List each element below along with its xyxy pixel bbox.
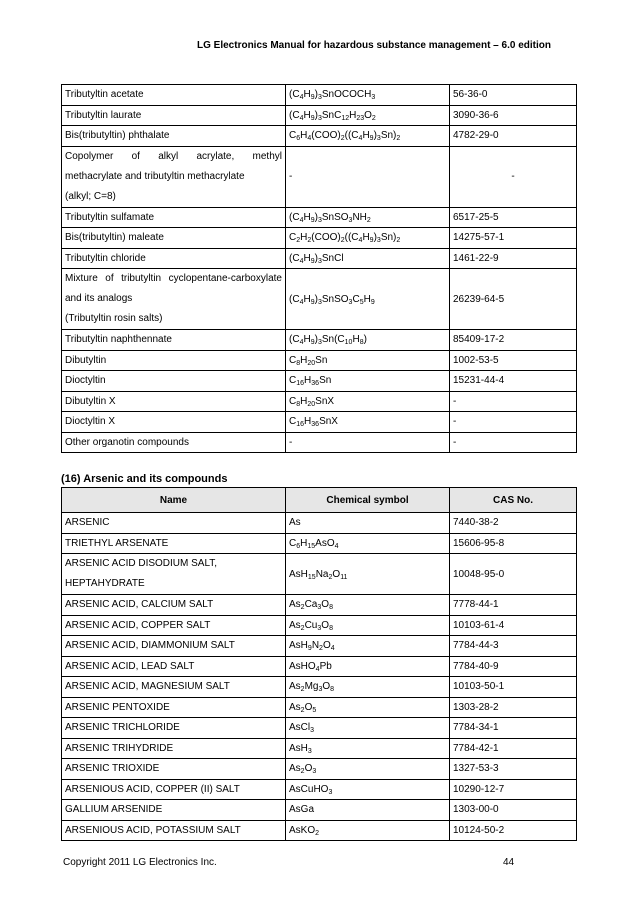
formula-subscript: 2 <box>396 237 401 245</box>
cell-formula <box>286 85 450 106</box>
cell-name: Dioctyltin X <box>62 412 286 433</box>
name-line: (Tributyltin rosin salts) <box>65 313 163 324</box>
formula-part: Sn) <box>380 232 397 244</box>
cell-name: ARSENIC ACID, COPPER SALT <box>62 615 286 636</box>
formula-subscript: 36 <box>311 380 320 388</box>
cell-formula <box>286 677 450 698</box>
formula-part: O <box>321 599 330 611</box>
cell-formula <box>286 207 450 228</box>
formula-part: As <box>289 763 301 775</box>
formula-subscript: 3 <box>376 237 381 245</box>
formula-subscript: 4 <box>307 135 312 143</box>
table-row <box>62 330 577 351</box>
formula-subscript: 4 <box>358 237 363 245</box>
cell-formula <box>286 615 450 636</box>
formula-subscript: 3 <box>317 114 322 122</box>
formula-subscript: 6 <box>296 542 301 550</box>
formula-part: (C <box>289 252 300 264</box>
table-row <box>62 207 577 228</box>
formula-subscript: 9 <box>310 94 315 102</box>
cell-cas: 10048-95-0 <box>450 554 577 595</box>
cell-formula <box>286 228 450 249</box>
cell-formula <box>286 636 450 657</box>
formula-part: As <box>289 599 301 611</box>
formula-part: O <box>321 619 330 631</box>
table-header-row <box>62 488 577 513</box>
formula-part: H <box>300 395 308 407</box>
formula-part: O <box>332 568 341 580</box>
formula-part: H <box>352 334 360 346</box>
name-line: HEPTAHYDRATE <box>65 578 145 589</box>
table-row <box>62 636 577 657</box>
formula-part: O <box>304 701 313 713</box>
cell-name <box>62 269 286 330</box>
cell-name: Dibutyltin <box>62 350 286 371</box>
formula-part: AsH <box>289 640 308 652</box>
formula-subscript: 8 <box>330 686 335 694</box>
name-line: ARSENIC ACID DISODIUM SALT, <box>65 558 218 569</box>
cell-name: Dioctyltin <box>62 371 286 392</box>
cell-name: GALLIUM ARSENIDE <box>62 800 286 821</box>
cell-name: ARSENIOUS ACID, POTASSIUM SALT <box>62 820 286 841</box>
cell-name: Dibutyltin X <box>62 391 286 412</box>
formula-subscript: 2 <box>328 573 333 581</box>
table-row <box>62 248 577 269</box>
formula-subscript: 3 <box>317 298 322 306</box>
formula-part: SnC <box>321 109 342 121</box>
formula-subscript: 9 <box>369 135 374 143</box>
formula-part: O <box>304 763 313 775</box>
formula-subscript: 2 <box>315 829 320 837</box>
formula-subscript: 2 <box>300 624 305 632</box>
cell-formula <box>286 718 450 739</box>
table-row <box>62 126 577 147</box>
formula-part: H <box>303 334 311 346</box>
formula-part: H <box>303 293 311 305</box>
cell-name: Bis(tributyltin) phthalate <box>62 126 286 147</box>
cell-cas: 1327-53-3 <box>450 759 577 780</box>
formula-part: Sn) <box>380 130 397 142</box>
formula-part: C <box>289 130 297 142</box>
cell-cas: 15606-95-8 <box>450 533 577 554</box>
cell-cas: 1303-00-0 <box>450 800 577 821</box>
formula-part: ) <box>314 211 318 223</box>
formula-subscript: 9 <box>307 645 312 653</box>
formula-part: (COO) <box>311 232 341 244</box>
formula-part: Sn <box>319 375 332 387</box>
cell-formula: - <box>286 432 450 453</box>
formula-part: H <box>362 232 370 244</box>
formula-subscript: 3 <box>317 339 322 347</box>
cell-name: ARSENIC TRIHYDRIDE <box>62 738 286 759</box>
formula-subscript: 16 <box>296 421 305 429</box>
formula-subscript: 4 <box>358 135 363 143</box>
formula-part: ) <box>363 334 367 346</box>
formula-part: C <box>352 293 360 305</box>
formula-part: H <box>362 130 370 142</box>
cell-formula <box>286 738 450 759</box>
cell-formula <box>286 105 450 126</box>
formula-subscript: 3 <box>371 94 376 102</box>
cell-name <box>62 146 286 207</box>
formula-subscript: 9 <box>310 257 315 265</box>
formula-subscript: 4 <box>315 665 320 673</box>
name-line: methacrylate and tributyltin methacrylate <box>65 170 245 182</box>
cell-cas: 10290-12-7 <box>450 779 577 800</box>
cell-cas: 7784-42-1 <box>450 738 577 759</box>
formula-part: ) <box>314 293 318 305</box>
arsenic-table <box>61 487 577 841</box>
formula-part: NH <box>352 211 367 223</box>
formula-subscript: 9 <box>310 298 315 306</box>
formula-subscript: 5 <box>359 298 364 306</box>
formula-part: Sn <box>315 354 328 366</box>
cell-formula <box>286 595 450 616</box>
cell-cas: 4782-29-0 <box>450 126 577 147</box>
cell-name: Tributyltin laurate <box>62 105 286 126</box>
cell-name: Tributyltin chloride <box>62 248 286 269</box>
formula-subscript: 3 <box>318 686 323 694</box>
table-row <box>62 432 577 453</box>
formula-subscript: 8 <box>329 604 333 612</box>
formula-subscript: 15 <box>307 542 316 550</box>
table-row <box>62 779 577 800</box>
cell-name: ARSENIC <box>62 513 286 534</box>
formula-subscript: 4 <box>299 114 304 122</box>
formula-part: H <box>303 252 311 264</box>
cell-name: ARSENIC PENTOXIDE <box>62 697 286 718</box>
cell-cas: 1303-28-2 <box>450 697 577 718</box>
cell-cas: 3090-36-6 <box>450 105 577 126</box>
cell-formula <box>286 248 450 269</box>
formula-part: AsH <box>289 568 308 580</box>
formula-subscript: 3 <box>348 298 353 306</box>
formula-part: As <box>289 619 301 631</box>
cell-cas: 14275-57-1 <box>450 228 577 249</box>
formula-part: C <box>289 375 297 387</box>
table-row <box>62 718 577 739</box>
formula-part: H <box>304 416 312 428</box>
cell-name: ARSENIC ACID, MAGNESIUM SALT <box>62 677 286 698</box>
table-row <box>62 228 577 249</box>
formula-subscript: 9 <box>370 298 375 306</box>
cell-cas: 7440-38-2 <box>450 513 577 534</box>
formula-part: AsGa <box>289 804 315 816</box>
formula-subscript: 8 <box>359 339 364 347</box>
formula-part: Na <box>315 568 329 580</box>
cell-cas: 26239-64-5 <box>450 269 577 330</box>
cell-formula <box>286 513 450 534</box>
formula-subscript: 8 <box>329 624 333 632</box>
section-title: (16) Arsenic and its compounds <box>61 473 228 485</box>
formula-part: Pb <box>319 660 332 672</box>
formula-part: AsHO <box>289 660 316 672</box>
cell-formula: - <box>286 146 450 207</box>
formula-subscript: 9 <box>310 339 315 347</box>
formula-part: AsKO <box>289 824 316 836</box>
formula-part: AsCl <box>289 722 311 734</box>
formula-subscript: 20 <box>307 359 316 367</box>
formula-part: AsO <box>315 537 335 549</box>
cell-formula <box>286 269 450 330</box>
table-row <box>62 412 577 433</box>
formula-part: H <box>303 89 311 101</box>
formula-part: C <box>289 395 297 407</box>
cell-cas: 7784-44-3 <box>450 636 577 657</box>
cell-cas: 10103-61-4 <box>450 615 577 636</box>
formula-subscript: 3 <box>317 257 322 265</box>
cell-cas: 7778-44-1 <box>450 595 577 616</box>
formula-subscript: 9 <box>310 114 315 122</box>
cell-cas: 7784-34-1 <box>450 718 577 739</box>
cell-formula <box>286 371 450 392</box>
cell-name: ARSENIC ACID, DIAMMONIUM SALT <box>62 636 286 657</box>
formula-part: SnSO <box>321 293 349 305</box>
cell-name <box>62 554 286 595</box>
formula-subscript: 4 <box>299 216 304 224</box>
formula-subscript: 6 <box>296 135 301 143</box>
cell-cas: 85409-17-2 <box>450 330 577 351</box>
name-line: (alkyl; C=8) <box>65 190 116 202</box>
cell-formula <box>286 779 450 800</box>
formula-part: ) <box>314 109 318 121</box>
cell-cas: - <box>450 146 577 207</box>
formula-part: H <box>303 109 311 121</box>
formula-subscript: 2 <box>340 135 345 143</box>
cell-cas: 6517-25-5 <box>450 207 577 228</box>
cell-formula <box>286 330 450 351</box>
formula-subscript: 4 <box>299 257 304 265</box>
cell-formula <box>286 350 450 371</box>
formula-part: H <box>303 211 311 223</box>
table-row <box>62 759 577 780</box>
formula-part: ) <box>314 89 318 101</box>
formula-subscript: 2 <box>307 237 312 245</box>
formula-subscript: 2 <box>296 237 301 245</box>
formula-subscript: 2 <box>366 216 371 224</box>
formula-part: AsH <box>289 742 308 754</box>
formula-part: O <box>322 640 331 652</box>
formula-subscript: 10 <box>344 339 353 347</box>
table-row <box>62 85 577 106</box>
table-row <box>62 513 577 534</box>
formula-part: (C <box>289 109 300 121</box>
formula-subscript: 4 <box>299 94 304 102</box>
cell-name: Other organotin compounds <box>62 432 286 453</box>
cell-name: Bis(tributyltin) maleate <box>62 228 286 249</box>
cell-cas: 7784-40-9 <box>450 656 577 677</box>
formula-part: H <box>300 354 308 366</box>
formula-part: Mg <box>304 681 319 693</box>
cell-formula <box>286 656 450 677</box>
formula-part: C <box>289 232 297 244</box>
formula-part: (C <box>289 293 300 305</box>
cell-name: ARSENIOUS ACID, COPPER (II) SALT <box>62 779 286 800</box>
table-row <box>62 371 577 392</box>
table-row <box>62 554 577 595</box>
organotin-table <box>61 84 577 453</box>
header-title: LG Electronics Manual for hazardous substance management – 6.0 edition <box>197 40 551 51</box>
formula-subscript: 8 <box>296 359 301 367</box>
formula-part: (C <box>289 334 300 346</box>
cell-name: ARSENIC TRICHLORIDE <box>62 718 286 739</box>
formula-part: ) <box>373 130 377 142</box>
formula-subscript: 12 <box>341 114 350 122</box>
cell-formula <box>286 697 450 718</box>
formula-part: ((C <box>344 232 359 244</box>
cell-name: ARSENIC ACID, LEAD SALT <box>62 656 286 677</box>
cell-name: Tributyltin acetate <box>62 85 286 106</box>
formula-part: C <box>289 537 297 549</box>
table-row <box>62 656 577 677</box>
name-line: Copolymer of alkyl acrylate, methyl <box>65 150 282 162</box>
table-row <box>62 391 577 412</box>
formula-part: SnSO <box>321 211 349 223</box>
formula-subscript: 2 <box>371 114 376 122</box>
cell-cas: - <box>450 391 577 412</box>
formula-part: O <box>364 109 372 121</box>
header-symbol: Chemical symbol <box>286 488 450 513</box>
cell-formula <box>286 800 450 821</box>
formula-subscript: 8 <box>296 400 301 408</box>
formula-part: H <box>300 232 308 244</box>
formula-subscript: 4 <box>330 645 335 653</box>
formula-part: ) <box>314 334 318 346</box>
formula-part: SnCl <box>321 252 344 264</box>
formula-part: As <box>289 701 301 713</box>
cell-formula <box>286 554 450 595</box>
table-row <box>62 738 577 759</box>
cell-cas: - <box>450 432 577 453</box>
cell-formula <box>286 820 450 841</box>
table-row <box>62 595 577 616</box>
formula-subscript: 3 <box>328 788 333 796</box>
footer-page-number: 44 <box>503 857 515 868</box>
formula-subscript: 2 <box>319 645 323 653</box>
footer-copyright: Copyright 2011 LG Electronics Inc. <box>63 857 217 868</box>
cell-formula <box>286 533 450 554</box>
formula-subscript: 4 <box>299 298 304 306</box>
table-row <box>62 146 577 207</box>
table-row <box>62 820 577 841</box>
formula-part: (C <box>289 89 300 101</box>
formula-part: As <box>289 517 301 529</box>
formula-part: H <box>349 109 357 121</box>
formula-part: C <box>289 416 297 428</box>
cell-cas: 1002-53-5 <box>450 350 577 371</box>
cell-formula <box>286 759 450 780</box>
formula-subscript: 4 <box>299 339 304 347</box>
formula-part: As <box>289 681 301 693</box>
formula-subscript: 4 <box>334 542 339 550</box>
formula-subscript: 9 <box>310 216 315 224</box>
formula-subscript: 2 <box>300 604 305 612</box>
formula-subscript: 23 <box>356 114 365 122</box>
formula-subscript: 3 <box>376 135 381 143</box>
cell-name: TRIETHYL ARSENATE <box>62 533 286 554</box>
cell-cas: 10124-50-2 <box>450 820 577 841</box>
formula-part: ) <box>373 232 377 244</box>
formula-subscript: 3 <box>307 747 312 755</box>
formula-subscript: 3 <box>310 727 315 735</box>
table-row <box>62 615 577 636</box>
formula-part: O <box>322 681 331 693</box>
formula-subscript: 3 <box>317 604 322 612</box>
formula-part: H <box>300 130 308 142</box>
formula-subscript: 3 <box>312 768 317 776</box>
cell-name: Tributyltin naphthennate <box>62 330 286 351</box>
formula-part: SnX <box>319 416 338 428</box>
formula-part: Sn(C <box>321 334 345 346</box>
formula-part: Ca <box>304 599 318 611</box>
formula-part: H <box>300 537 308 549</box>
cell-cas: 10103-50-1 <box>450 677 577 698</box>
table-row <box>62 269 577 330</box>
formula-subscript: 20 <box>307 400 316 408</box>
cell-name: Tributyltin sulfamate <box>62 207 286 228</box>
cell-name: ARSENIC ACID, CALCIUM SALT <box>62 595 286 616</box>
formula-subscript: 2 <box>300 706 305 714</box>
cell-cas: 56-36-0 <box>450 85 577 106</box>
formula-subscript: 3 <box>317 94 322 102</box>
name-line: Mixture of tributyltin cyclopentane-carboxylate <box>65 273 282 284</box>
header-name: Name <box>62 488 286 513</box>
formula-part: SnOCOCH <box>321 89 372 101</box>
formula-part: H <box>304 375 312 387</box>
table-row <box>62 677 577 698</box>
formula-subscript: 2 <box>300 768 305 776</box>
formula-subscript: 9 <box>369 237 374 245</box>
formula-subscript: 2 <box>396 135 401 143</box>
cell-cas: 1461-22-9 <box>450 248 577 269</box>
cell-formula <box>286 126 450 147</box>
name-line: and its analogs <box>65 293 133 304</box>
cell-cas: - <box>450 412 577 433</box>
formula-subscript: 15 <box>307 573 316 581</box>
cell-formula <box>286 412 450 433</box>
formula-subscript: 3 <box>348 216 353 224</box>
formula-subscript: 2 <box>300 686 305 694</box>
header-cas: CAS No. <box>450 488 577 513</box>
cell-cas: 15231-44-4 <box>450 371 577 392</box>
table-row <box>62 350 577 371</box>
table-row <box>62 533 577 554</box>
table-row <box>62 800 577 821</box>
formula-part: N <box>311 640 320 652</box>
formula-part: H <box>363 293 371 305</box>
table-row <box>62 697 577 718</box>
formula-part: Cu <box>304 619 318 631</box>
formula-part: (COO) <box>311 130 341 142</box>
formula-part: (C <box>289 211 300 223</box>
formula-part: AsCuHO <box>289 783 329 795</box>
formula-subscript: 3 <box>317 216 322 224</box>
formula-part: C <box>289 354 297 366</box>
cell-name: ARSENIC TRIOXIDE <box>62 759 286 780</box>
formula-subscript: 3 <box>317 624 322 632</box>
formula-part: ((C <box>344 130 359 142</box>
formula-subscript: 5 <box>312 706 317 714</box>
formula-part: SnX <box>315 395 335 407</box>
formula-subscript: 2 <box>340 237 345 245</box>
formula-subscript: 11 <box>340 573 348 581</box>
formula-subscript: 16 <box>296 380 305 388</box>
formula-subscript: 36 <box>311 421 320 429</box>
formula-part: ) <box>314 252 318 264</box>
cell-formula <box>286 391 450 412</box>
table-row <box>62 105 577 126</box>
